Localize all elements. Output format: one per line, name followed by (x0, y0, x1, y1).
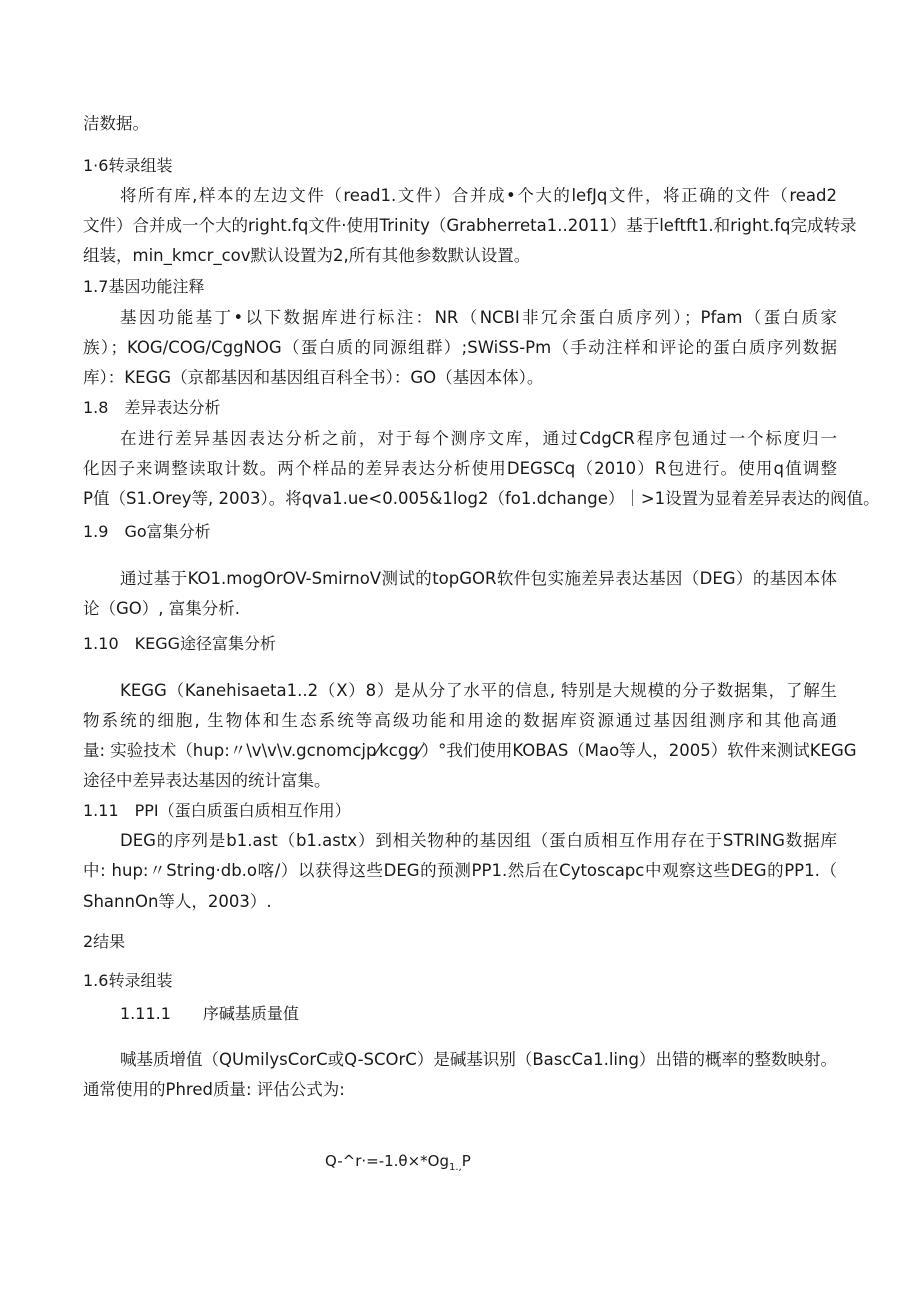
paragraph-line: 物系统的细胞, 生物体和生态系统等高级功能和用途的数据库资源通过基因组测序和其他高通 (83, 711, 837, 730)
formula-subscript: 1., (449, 1162, 462, 1173)
paragraph-line: 通常使用的Phred质量: 评估公式为: (83, 1080, 345, 1099)
paragraph-line: 基因功能基丁•以下数据库进行标注：NR（NCBI非冗余蛋白质序列）；Pfam（蛋白质家 (120, 308, 837, 327)
paragraph-line: DEG的序列是b1.ast（b1.astx）到相关物种的基因组（蛋白质相互作用存在于STRING数据库 (120, 831, 837, 850)
phred-formula (325, 1152, 471, 1173)
paragraph-line: 途径中差异表达基因的统计富集。 (83, 771, 331, 790)
paragraph-line: 论（GO）, 富集分析. (83, 599, 241, 618)
formula-main: Q-^r·=-1.θ×*Og (325, 1152, 450, 1170)
paragraph-line: 中: hup:〃String·db.o喀/）以获得这些DEG的预测PP1.然后在Cytoscapc中观察这些DEG的PP1.（ (83, 861, 837, 880)
paragraph-line: KEGG（Kanehisaeta1..2（X）8）是从分了水平的信息, 特别是大规模的分子数据集，了解生 (120, 681, 837, 700)
paragraph-line: 通过基于KO1.mogOrOV-SmirnoV测试的topGOR软件包实施差异表达基因（DEG）的基因本体 (120, 569, 837, 588)
section-heading: 1.11 PPI（蛋白质蛋白质相互作用） (83, 801, 351, 820)
section-heading: 1.10 KEGG途径富集分析 (83, 634, 277, 653)
subsection-heading: 1.11.1 序碱基质量值 (120, 1004, 299, 1023)
section-heading: 1.7基因功能注释 (83, 277, 205, 296)
section-heading: 1·6转录组装 (83, 156, 173, 175)
paragraph-line: 族）；KOG/COG/CggNOG（蛋白质的同源组群）;SWiSS-Pm（手动注样和评论的蛋白质序列数据 (83, 338, 837, 357)
paragraph-line: 将所有库,样本的左边文件（read1.文件）合并成•个大的lefJq文件，将正确的文件（read2 (120, 186, 837, 205)
paragraph-line: 化因子来调整读取计数。两个样品的差异表达分析使用DEGSCq（2010）R包进行。使用q值调整 (83, 459, 837, 478)
paragraph-line: P值（S1.Orey等, 2003）。将qva1.ue<0.005&1log2（fo1.dchange）｜>1设置为显着差异表达的阀值。 (83, 489, 880, 508)
section-heading: 1.9 Go富集分析 (83, 522, 211, 541)
section-heading: 2结果 (83, 932, 126, 951)
formula-tail: P (461, 1152, 471, 1170)
paragraph-line: 喊基质增值（QUmilysCorC或Q-SCOrC）是碱基识别（BascCa1.ling）出错的概率的整数映射。 (120, 1050, 837, 1069)
paragraph-line: 组装，min_kmcr_cov默认设置为2,所有其他参数默认设置。 (83, 246, 531, 265)
paragraph-line: 在进行差异基因表达分析之前，对于每个测序文库，通过CdgCR程序包通过一个标度归一 (120, 429, 837, 448)
paragraph-line: 量: 实验技术（hup:〃\v\v\v.gcnomcjp⁄kcgg⁄）°我们使用KOBAS（Mao等人，2005）软件来测试KEGG (83, 741, 857, 760)
paragraph-line: ShannOn等人，2003）. (83, 892, 272, 911)
paragraph-line: 洁数据。 (83, 114, 149, 133)
paragraph-line: 库）：KEGG（京都基因和基因组百科全书）：GO（基因本体）。 (83, 368, 544, 387)
section-heading: 1.8 差异表达分析 (83, 398, 221, 417)
paragraph-line: 文件）合并成一个大的right.fq文件·使用Trinity（Grabherreta1..2011）基于leftft1.和right.fq完成转录 (83, 216, 857, 235)
section-heading: 1.6转录组装 (83, 971, 173, 990)
